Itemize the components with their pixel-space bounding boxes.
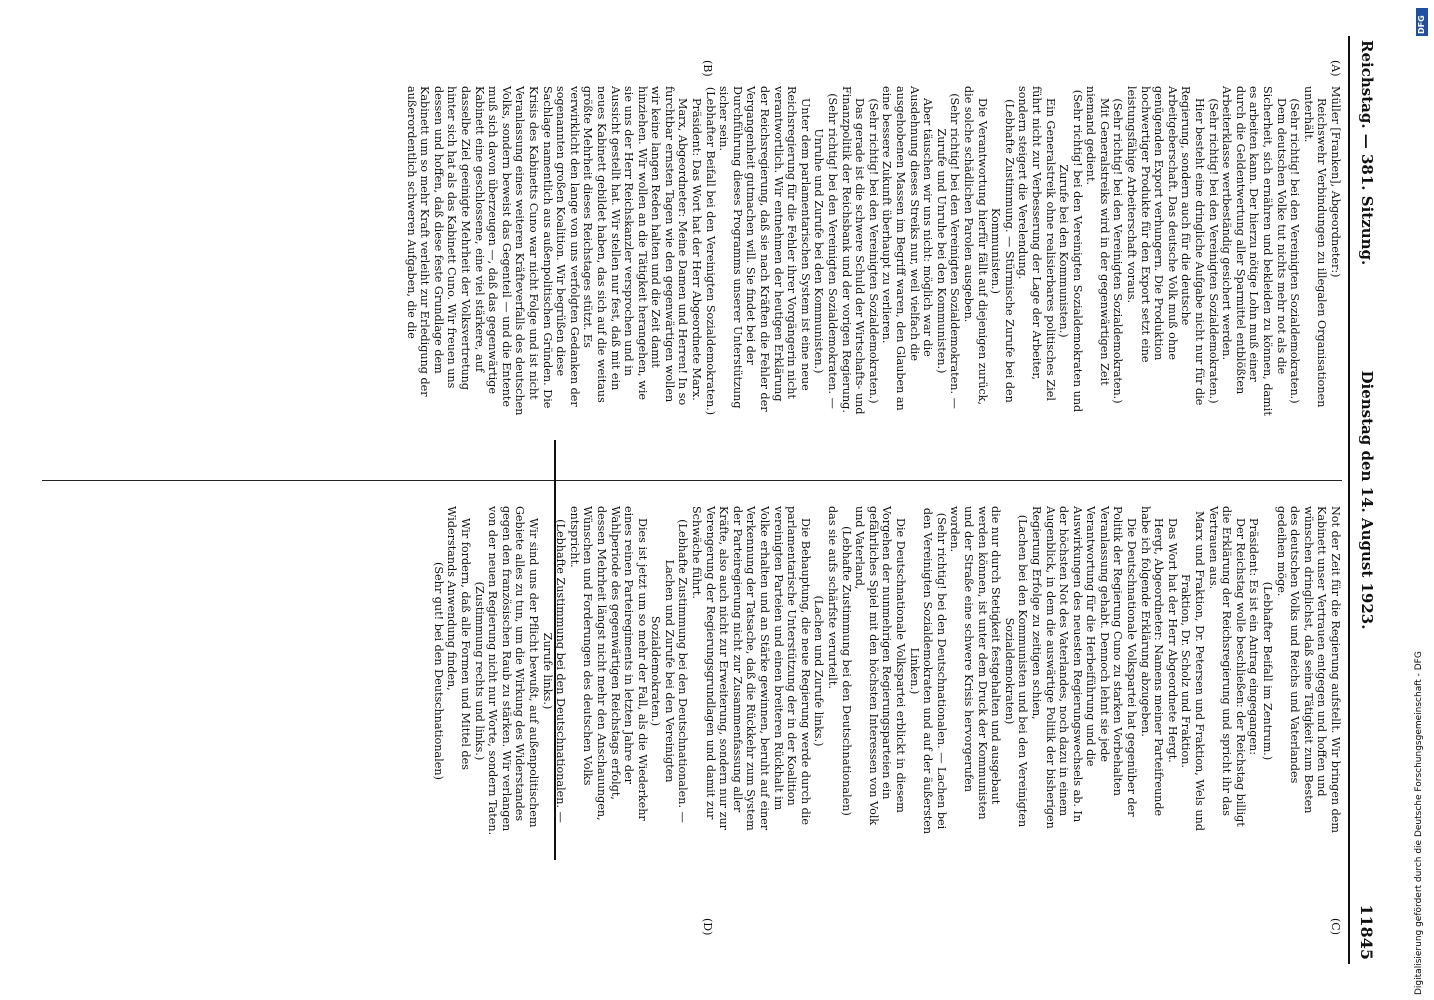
paragraph: Dies ist jetzt um so mehr der Fall, als die Wiederkehr eines reinen Parteiregiments in letzten Jahre der Wahlperiode des gegenwärtigen Reichstags erfolgt, dessen Mehrheit längst nicht mehr den Anschauungen, Wünschen und Forderungen des deutschen Volks entspricht. <box>567 506 649 821</box>
page-header <box>1352 40 1376 960</box>
paragraph: Präsident: Das Wort hat der Herr Abgeordnete Marx. <box>690 98 704 401</box>
interjection: (Lebhafte Zustimmung bei den Deutschnationalen. — Lachen und Zurufe bei den Vereinigten Sozialdemokraten.) <box>649 519 690 823</box>
paragraph: Hier besteht eine dringliche Aufgabe nicht nur für die Regierung, sondern auch für die deutsche Arbeitgeberschaft. Das deutsche Volk muß ohne genügenden Export verhungern. Die Produktion hochwertiger Produkte für den Export setzt eine leistungsfähige Arbeiterschaft voraus. <box>1125 86 1207 406</box>
paragraph: Ein Generalstreik ohne realisierbares politisches Ziel führt nicht zur Verbesserung der Lage der Arbeiter, sondern steigert die Verelendung. <box>1016 86 1057 401</box>
motion-signatories: Marx und Fraktion, Dr. Petersen und Fraktion, Wels und Fraktion, Dr. Scholz und Fraktion. <box>1179 510 1207 832</box>
right-text-column <box>431 506 1342 836</box>
interjection: (Lebhafte Zustimmung bei den Deutschnationalen. — Zurufe links.) <box>540 519 568 823</box>
motion-text: Der Reichstag wolle beschließen: der Reichstag billigt die Erklärung der Reichsregierung und spricht ihr das Vertrauen aus. <box>1206 506 1247 827</box>
paragraph: Unter dem parlamentarischen System ist eine neue Reichsregierung für die Fehler ihrer Vorgängerin nicht verantwortlich. Wir entnehmen der heutigen Erklärung der Reichsregierung, daß sie nach Kräften die Fehler der Vergangenheit gutmachen will. Sie findet bei der Durchführung dieses Programms unserer Unterstützung sicher sein. <box>717 86 812 412</box>
interjection: (Lachen und Zurufe links.) <box>812 595 826 747</box>
left-text-column <box>42 86 1342 416</box>
paragraph: Reichswehr Verbindungen zu illegalen Organisationen unterhält. <box>1301 86 1329 408</box>
interjection: (Lebhafte Zustimmung. — Stürmische Zurufe bei den Kommunisten.) <box>989 99 1016 403</box>
margin-marker-d: (D) <box>701 918 714 936</box>
interjection: (Sehr richtig! bei den Vereinigten Sozialdemokraten und Zurufe bei den Kommunisten.) <box>1057 89 1084 413</box>
header-rule <box>1348 36 1350 964</box>
header-session: Reichstag. — 381. Sitzung. <box>1358 40 1376 266</box>
section-end-rule <box>554 440 556 860</box>
paragraph: Dem deutschen Volke tut nichts mehr not als die Sicherheit, sich ernähren und bekleiden zu können, damit es arbeiten kann. Der hierzu nötige Lohn muß einer durch die Geldentwertung aller Sparmittel entblößten Arbeiterklasse wertbeständig gesichert werden. <box>1220 86 1288 416</box>
paragraph: Marx, Abgeordneter: Meine Damen und Herren! In so furchtbar ernsten Tagen wie den gegenwärtigen wollen wir keine langen Reden halten und die Zeit damit hinziehen. Wir wollen an die Tätigkeit herangehen, wie sie uns der Herr Reichskanzler versprochen und in Aussicht gestellt hat. Wir stellen nur fest, daß mit ein neues Kabinett gebildet haben, das sich auf die weitaus größte Mehrheit dieses Reichstages stützt. Es verwirklicht den lange von uns verfolgten Gedanken der sogenannten großen Koalition. Wir begrüßen diese Sachlage namentlich aus außenpolitischen Gründen. Die Krisis des Kabinetts Cuno war nicht Folge und ist nicht Veranlassung eines weiteren Kräfteverfalls des deutschen Volks, sondern beweist das Gegenteil — und die Entente muß sich davon überzeugen —, daß das gegenwärtige Kabinett eine geschlossene, eine viel stärkere, auf dasselbe Ziel geeinigte Mehrheit der Volksvertretung hinter sich hat als das Kabinett Cuno. Wir freuen uns dessen und hoffen, daß diese feste Grundlage dem Kabinett um so mehr Kraft verleiht zur Erledigung der außerordentlich schweren Aufgaben, die die <box>404 86 690 416</box>
paragraph: Die Verantwortung hierfür fällt auf diejenigen zurück, die solche schädlichen Parolen ausgeben. <box>961 86 989 406</box>
paragraph: Not der Zeit für die Regierung aufstellt. Wir bringen dem Kabinett unser Vertrauen entgegen und hoffen und wünschen dringlichst, daß seine Tätigkeit zum Besten des deutschen Volks und Reichs und Vaterlandes gedeihen möge. <box>1274 506 1342 833</box>
column-divider <box>42 480 1342 481</box>
interjection: (Lebhafter Beifall im Zentrum.) <box>1261 581 1275 761</box>
paragraph: Das Wort hat der Herr Abgeordnete Hergt. <box>1165 518 1179 763</box>
paragraph: Präsident: Es ist ein Antrag eingegangen: <box>1247 518 1261 755</box>
interjection: (Sehr richtig! bei den Deutschnationalen. — Lachen bei den Vereinigten Sozialdemokraten und auf der äußersten Linken.) <box>907 507 948 835</box>
paragraph: Die Deutschnationale Volkspartei hat gegenüber der Politik der Regierung Cuno zu starken Vorbehalten Veranlassung gehabt. Dennoch lehnt sie jede Verantwortung für die Herbeiführung und die Auswirkungen des neuesten Regierungswechsels ab. In der höchsten Not des Vaterlandes, noch dazu in einem Augenblick, in dem die auswärtige Politik der bisherigen Regierung Erfolge zu zeitigen schien, <box>1029 506 1139 829</box>
interjection: (Sehr gut! bei den Deutschnationalen) <box>431 562 445 780</box>
interjection: (Sehr richtig! bei den Vereinigten Sozialdemokraten.) <box>1111 98 1125 404</box>
margin-marker-b: (B) <box>701 60 714 77</box>
paragraph: Müller [Franken], Abgeordneter:) <box>1329 86 1342 278</box>
interjection: (Lebhafte Zustimmung bei den Deutschnationalen) <box>839 526 853 816</box>
paragraph: Wir sind uns der Pflicht bewußt, auf außenpolitischem Gebiete alles zu tun, um die Wirkung des Widerstandes gegen den französischen Raub zu stärken. Wir verlangen von der neuen Regierung nicht nur Worte, sondern Taten. <box>486 506 540 836</box>
interjection: (Lebhafter Beifall bei den Vereinigten Sozialdemokraten.) <box>703 86 717 416</box>
interjection: (Sehr richtig! bei den Vereinigten Sozialdemokraten.) <box>866 98 880 404</box>
paragraph: Aber täuschen wir uns nicht: möglich war die Ausdehnung dieses Streiks nur, weil vielfach die ausgehobenen Massen im Begriff waren, den Glauben an eine bessere Zukunft überhaupt zu verlieren. <box>880 86 935 411</box>
paragraph: die nur durch Stetigkeit festgehalten und ausgebaut werden können, ist unter dem Druck der Kommunisten und der Straße eine schwere Krisis hervorgerufen worden. <box>948 506 1003 820</box>
paragraph: Die Behauptung, die neue Regierung werde durch die parlamentarische Unterstützung der in der Koalition vereinigten Parteien und einen breiteren Rückhalt im Volke erhalten und an Stärke gewinnen, beruht auf einer Verkennung der Tatsache, daß die Rückkehr zum System der Parteiregierung nicht zur Zusammenfassung aller Kräfte, also auch nicht zur Erweiterung, sondern nur zur Verengerung der Regierungsgrundlagen und damit zur Schwäche führt. <box>690 506 812 831</box>
interjection: (Lachen bei den Kommunisten und bei den Vereinigten Sozialdemokraten) <box>1002 514 1030 828</box>
interjection: (Sehr richtig! bei den Vereinigten Sozialdemokraten.) <box>1206 98 1220 404</box>
margin-marker-c: (C) <box>1329 918 1342 935</box>
paragraph: das sie aufs schärfste verurteilt. <box>826 506 840 689</box>
interjection: (Sehr richtig! bei den Vereinigten Sozialdemokraten. — Unruhe und Zurufe bei den Kommunisten.) <box>812 93 840 409</box>
header-date: Dienstag den 14. August 1923. <box>1358 370 1376 630</box>
paragraph: Wir fordern, daß alle Formen und Mittel des Widerstands Anwendung finden, <box>445 506 472 770</box>
paragraph: Die Deutschnationale Volkspartei erblickt in diesem Vorgehen der nunmehrigen Regierungsparteien ein gefährliches Spiel mit den höchsten Interessen von Volk und Vaterland, <box>853 506 907 826</box>
interjection: (Zustimmung rechts und links.) <box>472 581 486 761</box>
dfg-logo-text: DFG <box>1417 15 1426 34</box>
credit-text: Digitalisierung gefördert durch die Deutsche Forschungsgemeinschaft - DFG <box>1414 651 1424 995</box>
digitization-credit <box>1408 0 1434 1000</box>
margin-marker-a: (A) <box>1329 60 1342 77</box>
paragraph: Hergt, Abgeordneter: Namens meiner Parteifreunde habe ich folgende Erklärung abzugeben. <box>1138 506 1166 817</box>
paragraph: Das gerade ist die schwere Schuld der Wirtschafts- und Finanzpolitik der Reichsbank und der vorigen Regierung. <box>839 86 867 415</box>
paragraph: Mit Generalstreiks wird in der gegenwärtigen Zeit niemand gedient. <box>1084 86 1111 386</box>
interjection: (Sehr richtig! bei den Vereinigten Sozialdemokraten. — Zurufe und Unruhe bei den Kommunisten.) <box>934 93 962 409</box>
interjection: (Sehr richtig! bei den Vereinigten Sozialdemokraten.) <box>1288 98 1302 404</box>
page-number: 11845 <box>1357 904 1376 960</box>
